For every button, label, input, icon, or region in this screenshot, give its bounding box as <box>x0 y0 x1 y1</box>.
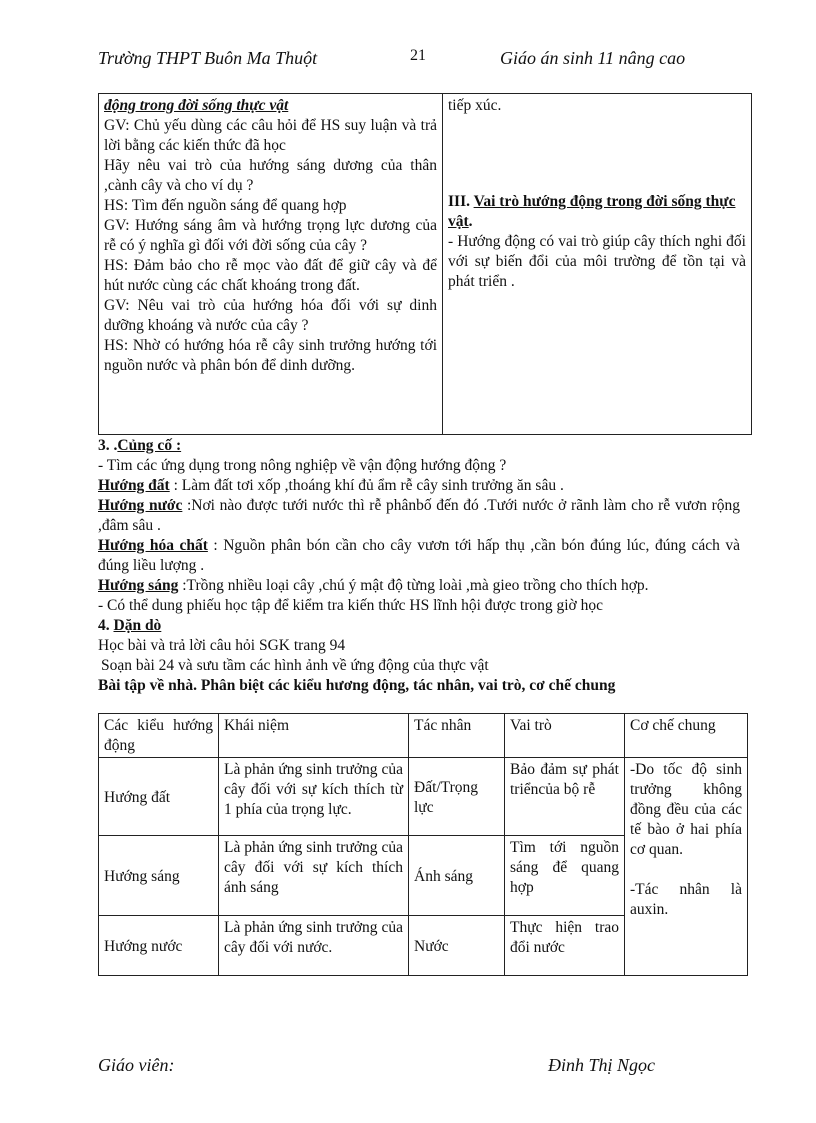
school-name: Trường THPT Buôn Ma Thuột <box>98 48 318 68</box>
activity-line: Hãy nêu vai trò của hướng sáng dương của thân ,cành cây và cho ví dụ ? <box>104 157 437 194</box>
activity-line: GV: Chủ yếu dùng các câu hỏi để HS suy luận và trả lời bằng các kiến thức đã học <box>104 117 437 154</box>
consolidation-number: 3. . <box>98 437 118 454</box>
lesson-table <box>98 93 752 435</box>
content-column <box>443 94 752 435</box>
homework-number: 4. <box>98 617 110 634</box>
continued-text: tiếp xúc. <box>448 97 502 114</box>
header-cell: Tác nhân <box>409 714 505 758</box>
table-header-row <box>99 714 748 758</box>
application-term: Hướng hóa chất <box>98 537 208 554</box>
lesson-body <box>98 436 740 696</box>
application-item <box>98 476 740 496</box>
activity-line: HS: Tìm đến nguồn sáng để quang hợp <box>104 197 347 214</box>
application-item <box>98 576 740 596</box>
concept-cell: Là phản ứng sinh trưởng của cây đối với sự kích thích từ 1 phía của trọng lực. <box>219 758 409 836</box>
agent-cell: Nước <box>409 916 505 976</box>
section-title: Vai trò hướng động trong đời sống thực vật <box>448 193 736 230</box>
activity-line: HS: Nhờ có hướng hóa rễ cây sinh trưởng hướng tới nguồn nước và phân bón để dinh dưỡng. <box>104 337 437 374</box>
activity-line: GV: Nêu vai trò của hướng hóa đối với sự dinh dưỡng khoáng và nước của cây ? <box>104 297 437 334</box>
application-text: : Làm đất tơi xốp ,thoáng khí đủ ẩm rễ cây sinh trưởng ăn sâu . <box>169 477 564 494</box>
consolidation-closing: - Có thể dung phiếu học tập để kiểm tra kiến thức HS lĩnh hội được trong giờ học <box>98 597 603 614</box>
page-header <box>98 48 718 72</box>
type-cell: Hướng đất <box>99 758 219 836</box>
course-name: Giáo án sinh 11 nâng cao <box>500 48 686 68</box>
activity-line: HS: Đảm bảo cho rễ mọc vào đất để giữ cây và để hút nước cùng các chất khoáng trong đất. <box>104 257 437 294</box>
homework-title: Dặn dò <box>113 617 162 634</box>
agent-cell: Đất/Trọng lực <box>409 758 505 836</box>
application-term: Hướng sáng <box>98 577 179 594</box>
homework-line: Soạn bài 24 và sưu tầm các hình ảnh về ứng động của thực vật <box>101 657 489 674</box>
role-cell: Thực hiện trao đổi nước <box>505 916 625 976</box>
header-cell: Khái niệm <box>219 714 409 758</box>
application-text: :Trồng nhiều loại cây ,chú ý mật độ từng loài ,mà gieo trồng cho thích hợp. <box>178 577 649 594</box>
page-footer <box>98 1055 718 1079</box>
teacher-activity-column <box>99 94 443 435</box>
application-text: :Nơi nào được tưới nước thì rễ phânbố đến đó .Tưới nước ở rãnh làm cho rễ vươn rộng ,đâm sâu . <box>98 497 740 534</box>
exercise-title: Bài tập về nhà. Phân biệt các kiểu hương động, tác nhân, vai trò, cơ chế chung <box>98 677 616 694</box>
summary-table <box>98 713 748 976</box>
concept-cell: Là phản ứng sinh trưởng của cây đối với sự kích thích ánh sáng <box>219 836 409 916</box>
homework-line: Học bài và trả lời câu hỏi SGK trang 94 <box>98 637 346 654</box>
application-text: : Nguồn phân bón cần cho cây vươn tới hấp thụ ,cần bón đúng lúc, đúng cách và đúng liều lượng . <box>98 537 740 574</box>
page-number: 21 <box>410 47 426 64</box>
section-number: III. <box>448 193 470 210</box>
teacher-name: Đinh Thị Ngọc <box>548 1055 656 1075</box>
section-title-end: . <box>468 213 473 230</box>
header-cell: Cơ chế chung <box>625 714 748 758</box>
mechanism-text: -Tác nhân là auxin. <box>630 881 742 918</box>
table-row <box>99 758 748 836</box>
mechanism-text: -Do tốc độ sinh trưởng không đồng đều của các tế bào ở hai phía cơ quan. <box>630 761 742 858</box>
concept-cell: Là phản ứng sinh trưởng của cây đối với nước. <box>219 916 409 976</box>
consolidation-title: Củng cố : <box>117 437 182 454</box>
type-cell: Hướng nước <box>99 916 219 976</box>
role-cell: Tìm tới nguồn sáng để quang hợp <box>505 836 625 916</box>
mechanism-cell <box>625 758 748 976</box>
type-cell: Hướng sáng <box>99 836 219 916</box>
section-heading <box>448 192 746 232</box>
application-term: Hướng nước <box>98 497 183 514</box>
application-term: Hướng đất <box>98 477 170 494</box>
section-text: - Hướng động có vai trò giúp cây thích nghi đối với sự biến đổi của môi trường để tồn tại và phát triển . <box>448 233 746 290</box>
activity-line: GV: Hướng sáng âm và hướng trọng lực dương của rễ có ý nghĩa gì đối với đời sống của cây ? <box>104 217 437 254</box>
header-cell: Các kiểu hướng động <box>99 714 219 758</box>
teacher-label: Giáo viên: <box>98 1055 175 1075</box>
consolidation-heading <box>98 436 740 456</box>
application-item <box>98 536 740 576</box>
application-item <box>98 496 740 536</box>
homework-heading <box>98 616 740 636</box>
header-cell: Vai trò <box>505 714 625 758</box>
agent-cell: Ánh sáng <box>409 836 505 916</box>
continued-heading: động trong đời sống thực vật <box>104 97 289 114</box>
consolidation-intro: - Tìm các ứng dụng trong nông nghiệp về vận động hướng động ? <box>98 457 507 474</box>
role-cell: Bảo đảm sự phát triểncủa bộ rễ <box>505 758 625 836</box>
